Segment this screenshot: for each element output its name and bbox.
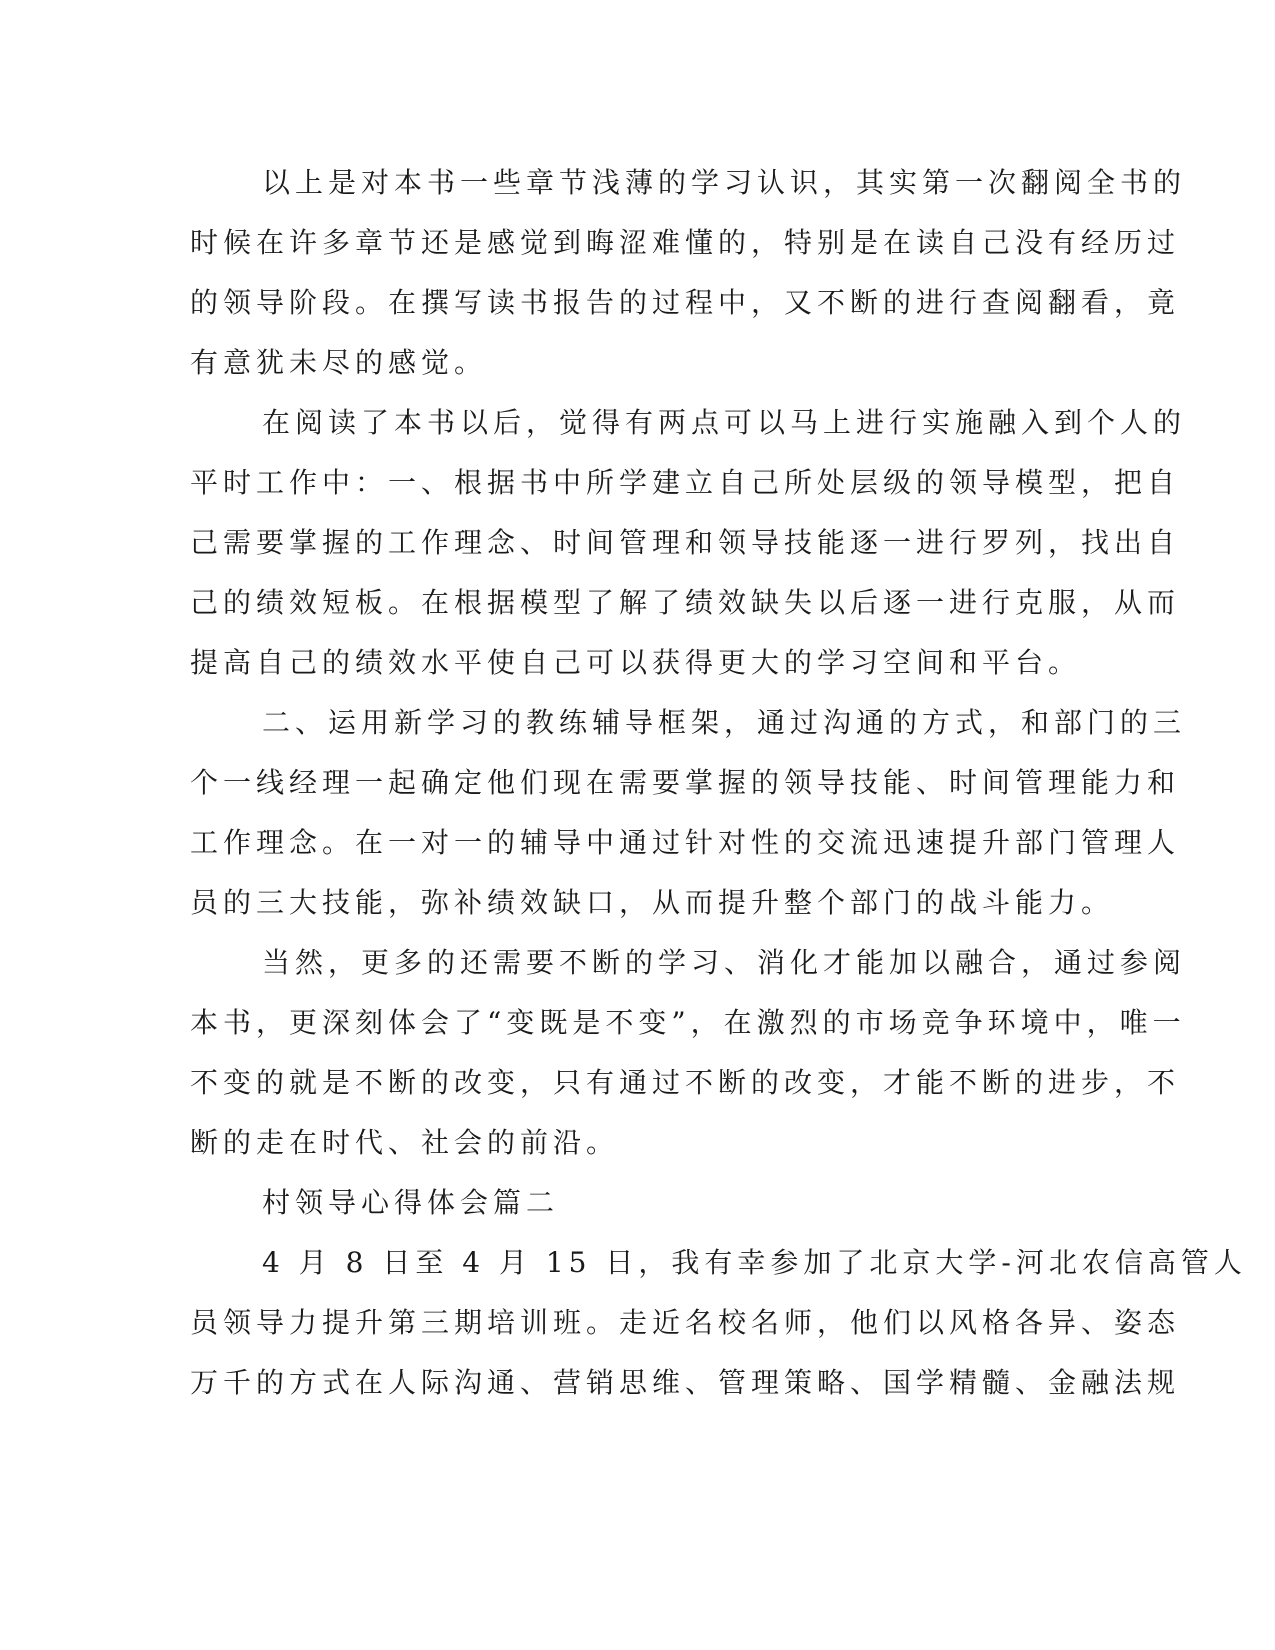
paragraph-5-line-2: 员领导力提升第三期培训班。走近名校名师，他们以风格各异、姿态: [190, 1306, 1181, 1339]
paragraph-2-line-4: 己的绩效短板。在根据模型了解了绩效缺失以后逐一进行克服，从而: [190, 586, 1181, 619]
paragraph-4-line-4: 断的走在时代、社会的前沿。: [190, 1126, 620, 1159]
paragraph-3-line-1: 二、运用新学习的教练辅导框架，通过沟通的方式，和部门的三: [262, 706, 1187, 739]
paragraph-2-line-3: 己需要掌握的工作理念、时间管理和领导技能逐一进行罗列，找出自: [190, 526, 1181, 559]
paragraph-2-line-1: 在阅读了本书以后，觉得有两点可以马上进行实施融入到个人的: [262, 406, 1187, 439]
section-heading: 村领导心得体会篇二: [262, 1186, 560, 1219]
paragraph-1-line-4: 有意犹未尽的感觉。: [190, 346, 488, 379]
paragraph-4-line-1: 当然，更多的还需要不断的学习、消化才能加以融合，通过参阅: [262, 946, 1187, 979]
paragraph-2-line-2: 平时工作中：一、根据书中所学建立自己所处层级的领导模型，把自: [190, 466, 1181, 499]
paragraph-5-line-3: 万千的方式在人际沟通、营销思维、管理策略、国学精髓、金融法规: [190, 1366, 1181, 1399]
paragraph-3-line-3: 工作理念。在一对一的辅导中通过针对性的交流迅速提升部门管理人: [190, 826, 1181, 859]
paragraph-3-line-2: 个一线经理一起确定他们现在需要掌握的领导技能、时间管理能力和: [190, 766, 1181, 799]
paragraph-1-line-1: 以上是对本书一些章节浅薄的学习认识，其实第一次翻阅全书的: [262, 166, 1187, 199]
paragraph-3-line-4: 员的三大技能，弥补绩效缺口，从而提升整个部门的战斗能力。: [190, 886, 1115, 919]
paragraph-1-line-2: 时候在许多章节还是感觉到晦涩难懂的，特别是在读自己没有经历过: [190, 226, 1181, 259]
paragraph-5-line-1: 4 月 8 日至 4 月 15 日，我有幸参加了北京大学-河北农信高管人: [262, 1246, 1247, 1279]
paragraph-4-line-2: 本书，更深刻体会了“变既是不变”，在激烈的市场竞争环境中，唯一: [190, 1006, 1186, 1039]
paragraph-1-line-3: 的领导阶段。在撰写读书报告的过程中，又不断的进行查阅翻看，竟: [190, 286, 1181, 319]
paragraph-4-line-3: 不变的就是不断的改变，只有通过不断的改变，才能不断的进步，不: [190, 1066, 1181, 1099]
paragraph-2-line-5: 提高自己的绩效水平使自己可以获得更大的学习空间和平台。: [190, 646, 1082, 679]
